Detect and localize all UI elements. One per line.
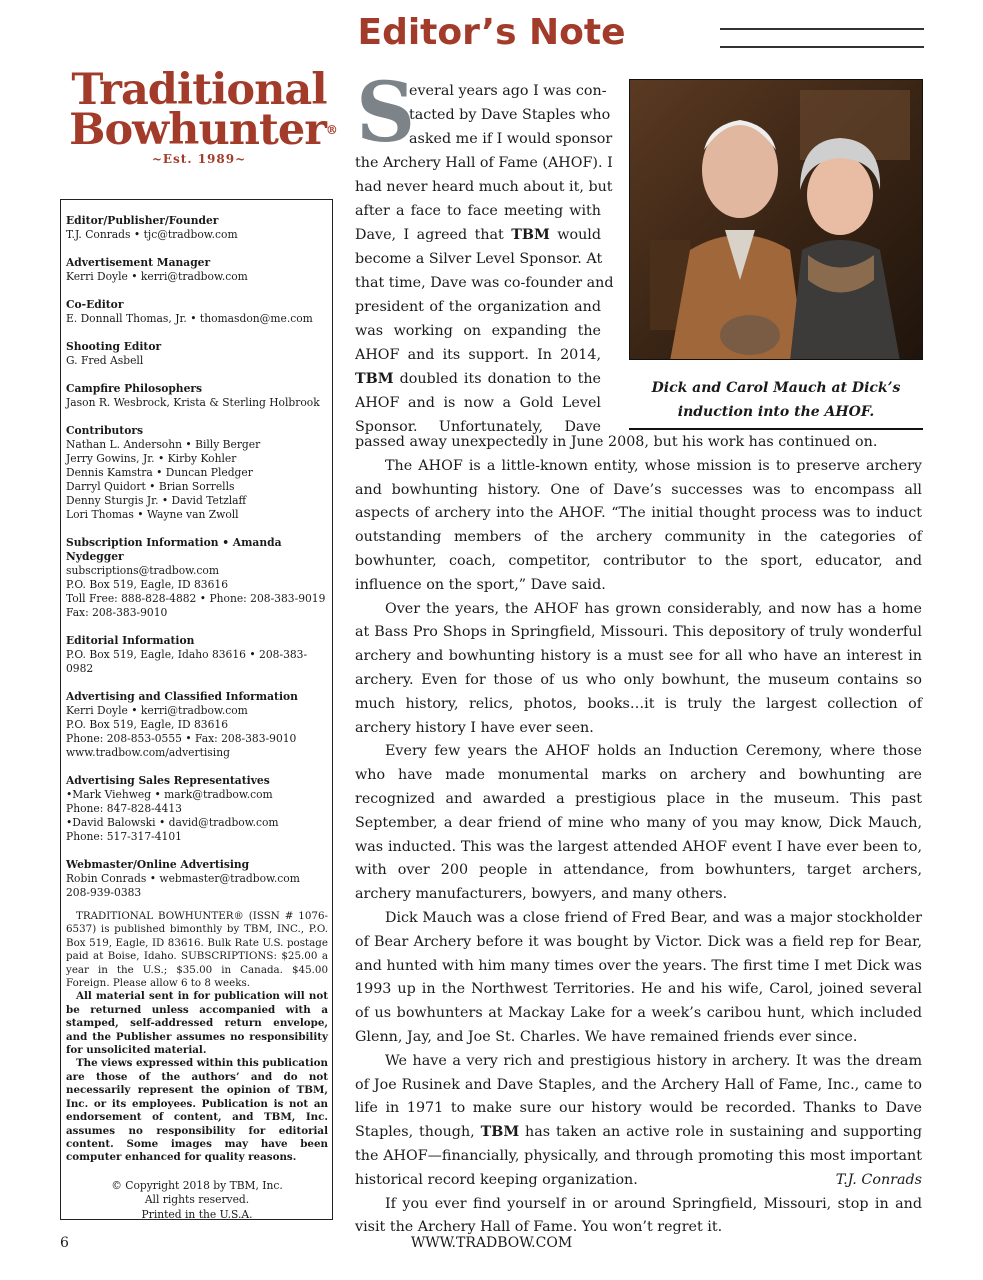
masthead-line: Phone: 208-853-0555 • Fax: 208-383-9010 [66, 732, 297, 745]
masthead-group [66, 858, 328, 900]
masthead-group [66, 214, 328, 242]
article-paragraph: Dick Mauch was a close friend of Fred Bear, and was a major stockholder of Bear Archery before it was bought by Victor. Dick was a field rep for Bear, and hunted with him many times over the years. The first time I met Dick was 1993 up in the Northwest Territories. He and his wife, Carol, joined several of us bowhunters at Mackay Lake for a week’s caribou hunt, which included Glenn, Jay, and Joe St. Charles. We have remained friends ever since. [355, 909, 922, 1045]
masthead-group [66, 298, 328, 326]
article-line: asked me if I would sponsor [409, 131, 613, 147]
masthead-line: www.tradbow.com/advertising [66, 746, 230, 759]
logo-line-1: Traditional [71, 65, 327, 115]
masthead-line: E. Donnall Thomas, Jr. • thomasdon@me.com [66, 312, 313, 325]
masthead-line: Jason R. Wesbrock, Krista & Sterling Holbrook [66, 396, 320, 409]
masthead-heading: Webmaster/Online Advertising [66, 858, 250, 871]
masthead-line: Jerry Gowins, Jr. • Kirby Kohler [66, 452, 237, 465]
article-line: AHOF and its support. In 2014, [355, 347, 601, 363]
masthead-line: Robin Conrads • webmaster@tradbow.com [66, 872, 300, 885]
masthead-line: Phone: 517-317-4101 [66, 830, 182, 843]
article-continuation: passed away unexpectedly in June 2008, but his work has continued on. [355, 434, 878, 450]
masthead-group [66, 690, 328, 760]
publication-info [66, 910, 328, 1165]
masthead-group [66, 634, 328, 676]
copyright-notice [66, 1179, 328, 1223]
footer-website: WWW.TRADBOW.COM [410, 1235, 573, 1251]
masthead-line: P.O. Box 519, Eagle, ID 83616 [66, 718, 228, 731]
masthead-line: Fax: 208-383-9010 [66, 606, 168, 619]
masthead-line: G. Fred Asbell [66, 354, 144, 367]
masthead-group [66, 340, 328, 368]
masthead-line: T.J. Conrads • tjc@tradbow.com [66, 228, 238, 241]
masthead-line: Darryl Quidort • Brian Sorrells [66, 480, 235, 493]
masthead-line: Phone: 847-828-4413 [66, 802, 182, 815]
drop-cap: S [356, 65, 416, 161]
copyright-line: All rights reserved. [144, 1193, 250, 1207]
masthead-heading: Editor/Publisher/Founder [66, 214, 219, 227]
article-paragraph: Over the years, the AHOF has grown considerably, and now has a home at Bass Pro Shops in Springfield, Missouri. This depository of truly wonderful archery and bowhunting history is a must see for all who have an interest in archery. Even for those of us who only bowhunt, the museum contains so much history, relics, photos, books…it is truly the largest collection of archery history I have ever seen. [355, 600, 922, 736]
article-line: Sponsor. Unfortunately, Dave [355, 419, 601, 435]
article-paragraph: We have a very rich and prestigious history in archery. It was the dream of Joe Rusinek and Dave Staples, and the Archery Hall of Fame, Inc., came to life in 1971 to make sure our history would be recorded. Thanks to Dave Staples, though, TBM has taken an active role in sustaining and supporting the AHOF—financially, physically, and through promoting this most important historical record keeping organization. [355, 1052, 922, 1188]
masthead-group [66, 774, 328, 844]
article-paragraph: If you ever find yourself in or around Springfield, Missouri, stop in and visit the Archery Hall of Fame. You won’t regret it. [355, 1195, 922, 1236]
header-rule-bottom [720, 46, 924, 48]
copyright-line: © Copyright 2018 by TBM, Inc. [111, 1178, 283, 1192]
article-line: become a Silver Level Sponsor. At [355, 251, 603, 267]
logo-line-2: Bowhunter® [69, 105, 337, 155]
article-line: tacted by Dave Staples who [409, 107, 611, 123]
masthead-heading: Co-Editor [66, 298, 124, 311]
article-line: had never heard much about it, but [355, 179, 613, 195]
masthead-line: subscriptions@tradbow.com [66, 564, 219, 577]
article-paragraph: Every few years the AHOF holds an Induction Ceremony, where those who have made monumental marks on archery and bowhunting are recognized and awarded a prestigious place in the museum. This past September, a dear friend of mine who many of you may know, Dick Mauch, was inducted. This was the largest attended AHOF event I have ever been to, with over 200 people in attendance, from bowhunters, target archers, archery manufacturers, bowyers, and many others. [355, 743, 922, 903]
masthead-line: Dennis Kamstra • Duncan Pledger [66, 466, 253, 479]
masthead-heading: Shooting Editor [66, 340, 162, 353]
page-number: 6 [60, 1235, 69, 1251]
article-line: AHOF and is now a Gold Level [355, 395, 601, 411]
magazine-logo [60, 65, 338, 166]
masthead-group [66, 424, 328, 522]
article-line: was working on expanding the [355, 323, 601, 339]
masthead-box [60, 199, 333, 1220]
article-line: that time, Dave was co-founder and [355, 275, 614, 291]
masthead-heading: Campfire Philosophers [66, 382, 203, 395]
article-line: the Archery Hall of Fame (AHOF). I [355, 155, 613, 171]
page-title: Editor’s Note [357, 12, 626, 53]
masthead-groups [66, 214, 328, 900]
masthead-heading: Advertisement Manager [66, 256, 211, 269]
article-photo [629, 79, 923, 360]
masthead-line: Denny Sturgis Jr. • David Tetzlaff [66, 494, 247, 507]
masthead-group [66, 536, 328, 620]
masthead-line: Kerri Doyle • kerri@tradbow.com [66, 270, 248, 283]
article-line: Dave, I agreed that TBM would [355, 227, 601, 243]
publication-paragraph: TRADITIONAL BOWHUNTER® (ISSN # 1076-6537) is published bimonthly by TBM, INC., P.O. Box 519, Eagle, ID 83616. Bulk Rate U.S. postage paid at Boise, Idaho. SUBSCRIPTIONS: $25.00 a year in the U.S.; $35.00 in Canada. $45.00 Foreign. Please allow 6 to 8 weeks. [66, 910, 328, 990]
masthead-group [66, 256, 328, 284]
caption-rule [629, 428, 923, 430]
masthead-line: P.O. Box 519, Eagle, Idaho 83616 • 208-383-0982 [66, 648, 308, 675]
masthead-line: Lori Thomas • Wayne van Zwoll [66, 508, 239, 521]
photo-illustration [630, 80, 923, 360]
masthead-group [66, 382, 328, 410]
header-rule-top [720, 28, 924, 30]
logo-established: ~Est. 1989~ [151, 152, 247, 166]
article-line: TBM doubled its donation to the [355, 371, 601, 387]
masthead-line: •David Balowski • david@tradbow.com [66, 816, 279, 829]
masthead-line: 208-939-0383 [66, 886, 142, 899]
masthead-line: Kerri Doyle • kerri@tradbow.com [66, 704, 248, 717]
publication-paragraph: The views expressed within this publication are those of the authors’ and do not necessarily represent the opinion of TBM, Inc. or its employees. Publication is not an endorsement of content, and TBM, Inc. assumes no responsibility for editorial content. Some images may have been computer enhanced for quality reasons. [66, 1057, 328, 1164]
article-line: after a face to face meeting with [355, 203, 601, 219]
author-signature: T.J. Conrads [835, 1172, 922, 1188]
masthead-heading: Editorial Information [66, 634, 195, 647]
masthead-heading: Advertising and Classified Information [66, 690, 298, 703]
article-body [355, 431, 922, 1240]
masthead-line: •Mark Viehweg • mark@tradbow.com [66, 788, 273, 801]
masthead-line: Toll Free: 888-828-4882 • Phone: 208-383-9019 [66, 592, 326, 605]
publication-paragraph: All material sent in for publication will not be returned unless accompanied with a stamped, self-addressed return envelope, and the Publisher assumes no responsibility for unsolicited material. [66, 990, 328, 1057]
masthead-line: Nathan L. Andersohn • Billy Berger [66, 438, 261, 451]
article-line: president of the organization and [355, 299, 601, 315]
masthead-line: P.O. Box 519, Eagle, ID 83616 [66, 578, 228, 591]
masthead-heading: Subscription Information • Amanda Nydegger [66, 536, 282, 563]
article-line: everal years ago I was con- [409, 83, 607, 99]
article-paragraph: The AHOF is a little-known entity, whose mission is to preserve archery and bowhunting history. One of Dave’s successes was to encompass all aspects of archery into the AHOF. “The initial thought process was to induct outstanding members of the archery community in the categories of bowhunter, coach, competitor, contributor to the sport, educator, and influence on the sport,” Dave said. [355, 457, 922, 593]
masthead-heading: Advertising Sales Representatives [66, 774, 270, 787]
copyright-line: Printed in the U.S.A. [141, 1207, 253, 1221]
masthead-heading: Contributors [66, 424, 143, 437]
photo-caption: Dick and Carol Mauch at Dick’s induction into the AHOF. [651, 380, 901, 420]
